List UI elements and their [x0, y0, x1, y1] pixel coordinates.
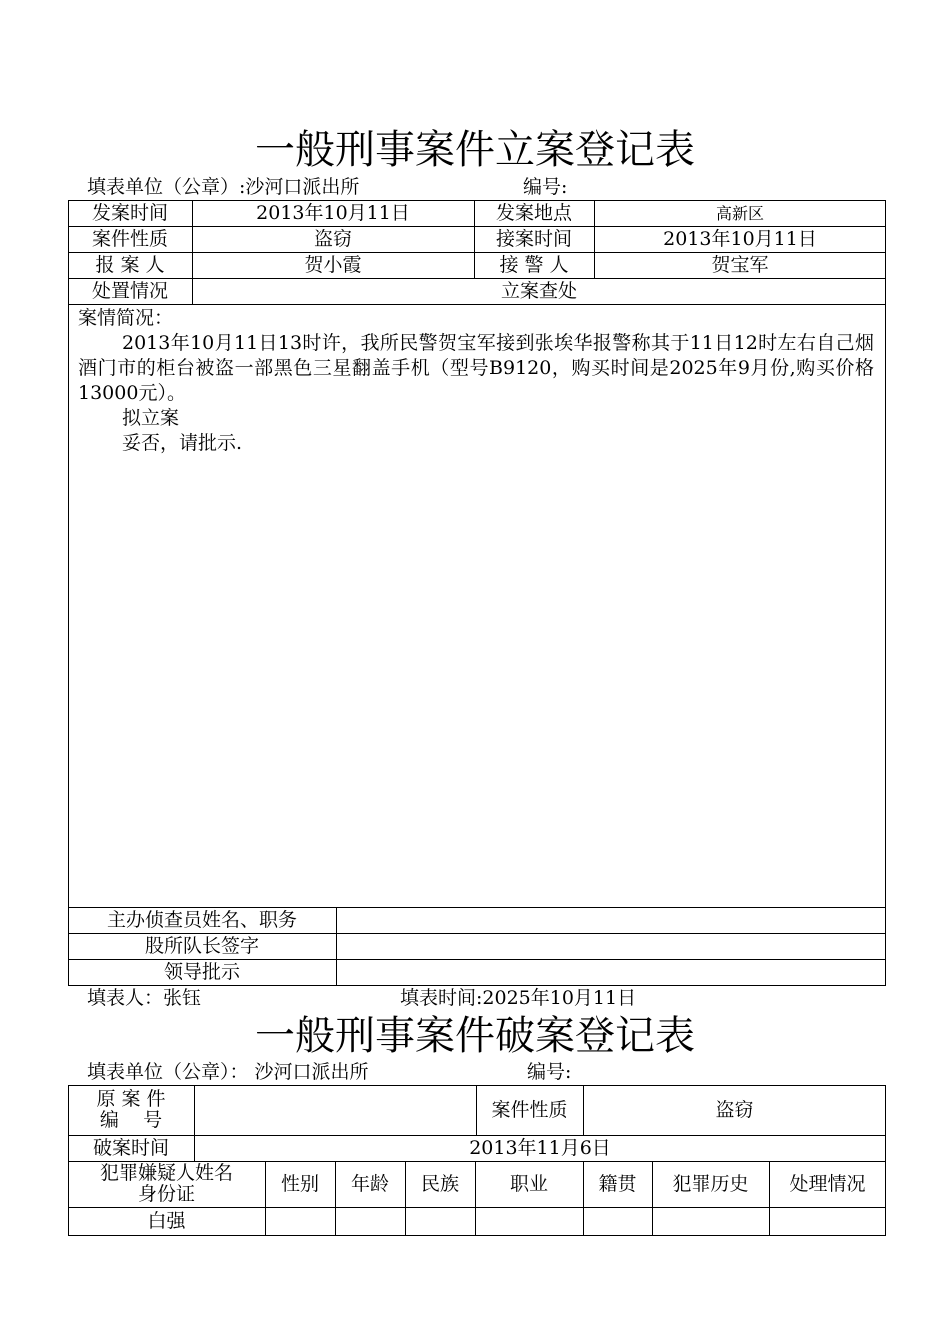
- approval-request-text: 妥否，请批示.: [122, 432, 243, 454]
- original-case-number-label-line2: 编 号: [99, 1109, 163, 1131]
- gender-header: 性别: [280, 1172, 319, 1195]
- original-case-number-label: [68, 1085, 194, 1135]
- original-case-number-label-line1: 原 案 件: [96, 1088, 166, 1110]
- disposal-label: 处置情况: [91, 279, 168, 302]
- suspect-name-header-line1: 犯罪嫌疑人姓名: [99, 1162, 233, 1184]
- case-summary-text: 2013年10月11日13时许，我所民警贺宝军接到张埃华报警称其于11日12时左右自己烟酒门市的柜台被盗一部黑色三星翻盖手机（型号B9120，购买时间是2025年9月份,购买价格13000元）。: [78, 332, 874, 404]
- leader-instruction-label: 领导批示: [163, 961, 240, 983]
- case-nature-label: 案件性质: [91, 227, 168, 250]
- receiver-label: 接 警 人: [499, 253, 569, 276]
- form1-filler: 填表人：张钰: [87, 987, 202, 1009]
- handling-header: 处理情况: [789, 1172, 866, 1195]
- ethnicity-header: 民族: [420, 1172, 459, 1195]
- investigator-label: 主办侦查员姓名、职务: [106, 908, 297, 931]
- occurrence-time-label: 发案时间: [91, 201, 168, 224]
- form1-fill-time: 填表时间:2025年10月11日: [400, 987, 637, 1009]
- team-leader-sign-label: 股所队长签字: [144, 934, 259, 957]
- form1-number-label: 编号:: [523, 176, 568, 198]
- suspect-name-header: [68, 1161, 265, 1207]
- case-nature-value: 盗窃: [313, 227, 352, 250]
- receiver-value: 贺宝军: [711, 253, 769, 276]
- occurrence-place-label: 发案地点: [495, 201, 572, 224]
- case-summary-label: 案情简况：: [78, 307, 174, 329]
- occurrence-time-value: 2013年10月11日: [256, 201, 410, 224]
- disposal-value: 立案查处: [500, 279, 577, 302]
- native-place-header: 籍贯: [598, 1172, 637, 1195]
- form2-title: 一般刑事案件破案登记表: [255, 1013, 695, 1059]
- form1-title: 一般刑事案件立案登记表: [255, 127, 695, 173]
- suspect-name-cell: 白强: [147, 1210, 186, 1232]
- solved-time-label: 破案时间: [92, 1136, 169, 1159]
- form2-case-nature-value: 盗窃: [715, 1098, 754, 1121]
- form2-unit-label: 填表单位（公章）： 沙河口派出所: [87, 1061, 369, 1083]
- reporter-value: 贺小霞: [304, 253, 362, 276]
- form2-number-label: 编号:: [527, 1061, 572, 1083]
- reporter-label: 报 案 人: [95, 253, 165, 276]
- occurrence-place-value: 高新区: [715, 203, 764, 223]
- suspect-name-header-line2: 身份证: [137, 1183, 195, 1205]
- criminal-history-header: 犯罪历史: [672, 1172, 749, 1195]
- form1-unit-label: 填表单位（公章）:沙河口派出所: [87, 176, 360, 198]
- receive-time-label: 接案时间: [495, 227, 572, 250]
- receive-time-value: 2013年10月11日: [663, 227, 817, 250]
- proposal-text: 拟立案: [122, 407, 180, 429]
- form2-case-nature-label: 案件性质: [491, 1098, 568, 1121]
- occupation-header: 职业: [509, 1172, 548, 1195]
- age-header: 年龄: [350, 1172, 389, 1195]
- solved-time-value: 2013年11月6日: [469, 1136, 611, 1159]
